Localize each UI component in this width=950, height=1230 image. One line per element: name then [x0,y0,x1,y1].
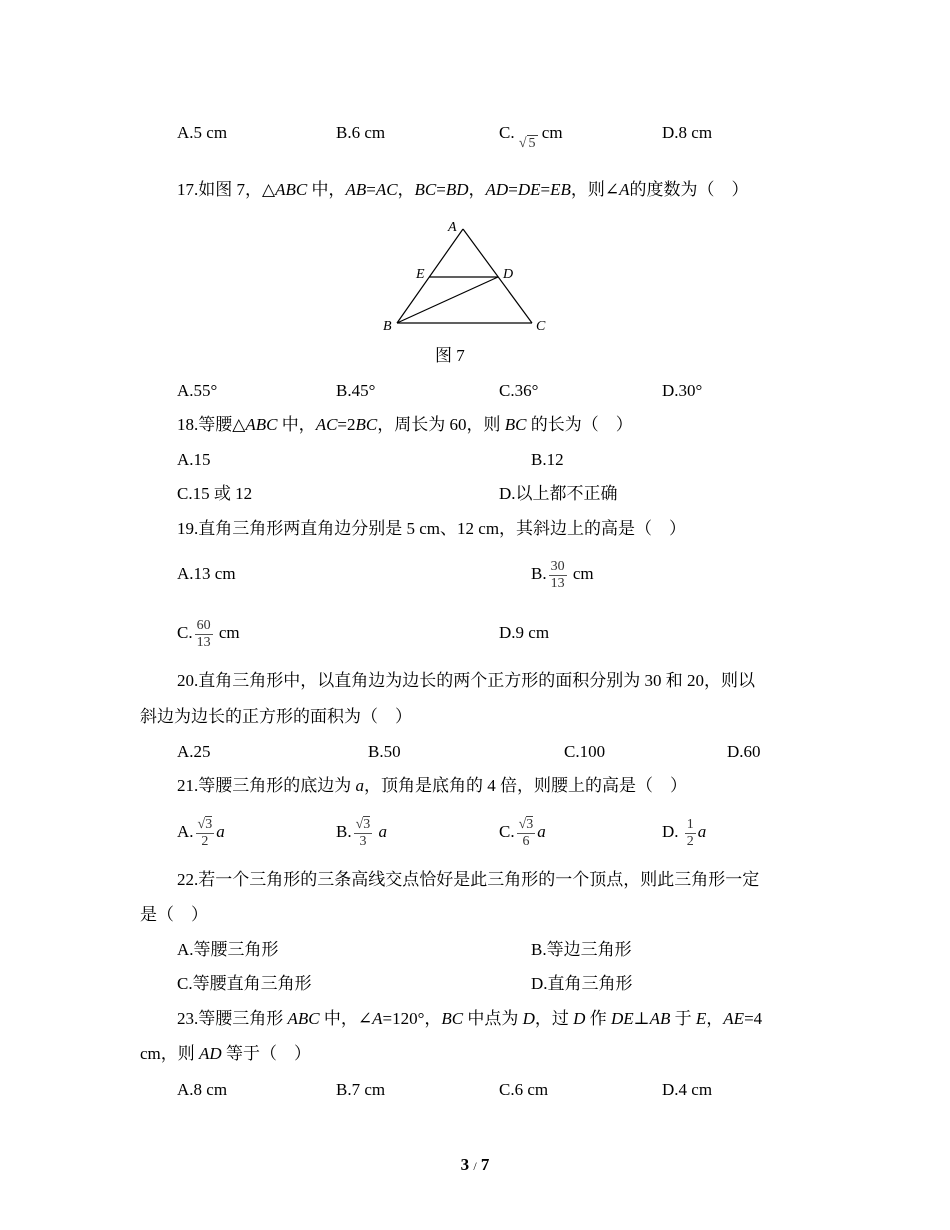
q22-option-c: C.等腰直角三角形 [177,974,312,993]
q23-option-d: D.4 cm [662,1080,713,1099]
q22-option-d: D.直角三角形 [531,974,633,993]
triangle-figure [370,215,570,340]
q22-option-b: B.等边三角形 [531,940,632,959]
q19-option-c: C. $\frac{60}{13}$ cm [177,617,240,650]
q20-option-a: A.25 [177,742,211,761]
q19-stem: 19.直角三角形两直角边分别是 5 cm、12 cm，其斜边上的高是（ ） [177,519,687,538]
q18-stem: 18.等腰△ABC 中，AC=2BC，周长为 60，则 BC 的长为（ ） [177,415,633,434]
label-c: C [536,319,546,334]
page-number: 3 / 7 [460,1155,490,1174]
q16-option-d: D.8 cm [662,123,713,142]
q23-stem-line1: 23.等腰三角形 ABC 中，∠A=120°，BC 中点为 D，过 D 作 DE⊥AB 于 E，AE=4 [177,1009,763,1028]
q21-option-b: B. $\frac{√3}{3}$ a [336,816,388,849]
fraction: $\frac{√3}{2}$ [197,816,213,849]
q23-option-c: C.6 cm [499,1080,549,1099]
label-b: B [383,319,392,334]
q20-stem-line1: 20.直角三角形中，以直角边为边长的两个正方形的面积分别为 30 和 20，则以 [177,671,755,690]
fraction: $\frac{√3}{6}$ [518,816,534,849]
label-e: E [416,267,425,282]
q23-stem-line2: cm，则 AD 等于（ ） [140,1044,311,1063]
q22-stem-line2: 是（ ） [140,905,208,924]
fraction: $\frac{30}{13}$ [550,558,565,591]
q19-option-a: A.13 cm [177,564,236,583]
fraction: $\frac{1}{2}$ [686,816,694,849]
q17-option-c: C.36° [499,381,539,400]
q16-option-c [499,123,563,151]
q18-option-c: C.15 或 12 [177,484,253,503]
q21-option-a: A. $\frac{√3}{2}$ a [177,816,225,849]
q16-option-a: A.5 cm [177,123,228,142]
q20-stem-line2: 斜边为边长的正方形的面积为（ ） [140,707,412,726]
q23-option-b: B.7 cm [336,1080,386,1099]
q17-option-a: A.55° [177,381,218,400]
q21-option-d: D. $\frac{1}{2}$ a [662,816,707,849]
q20-option-d: D.60 [727,742,761,761]
q18-option-b: B.12 [531,450,564,469]
q19-option-d: D.9 cm [499,623,550,642]
fraction: $\frac{60}{13}$ [196,617,211,650]
fraction: $\frac{√3}{3}$ [355,816,371,849]
q21-option-c: C. $\frac{√3}{6}$ a [499,816,546,849]
q17-stem: 17.如图 7，△ABC 中，AB=AC，BC=BD，AD=DE=EB，则∠A的度数为（ ） [177,180,749,199]
q21-stem: 21.等腰三角形的底边为 a，顶角是底角的 4 倍，则腰上的高是（ ） [177,776,687,795]
q20-option-b: B.50 [368,742,401,761]
q16-option-b: B.6 cm [336,123,386,142]
q18-option-a: A.15 [177,450,211,469]
side-ab [397,229,463,323]
radicand: 5 [528,136,536,151]
side-ac [463,229,532,323]
figure-caption: 图 7 [435,346,465,365]
q20-option-c: C.100 [564,742,606,761]
segment-bd [397,277,498,323]
label-a: A [448,220,457,235]
q22-option-a: A.等腰三角形 [177,940,279,959]
unit: cm [541,123,563,142]
label-d: D [503,267,514,282]
q22-stem-line1: 22.若一个三角形的三条高线交点恰好是此三角形的一个顶点，则此三角形一定 [177,870,760,889]
q18-option-d: D.以上都不正确 [499,484,618,503]
option-prefix: C. [499,123,515,142]
q23-option-a: A.8 cm [177,1080,228,1099]
sqrt-expression: √ 5 [518,136,536,151]
q17-option-b: B.45° [336,381,376,400]
q17-option-d: D.30° [662,381,703,400]
q19-option-b: B. $\frac{30}{13}$ cm [531,558,594,591]
